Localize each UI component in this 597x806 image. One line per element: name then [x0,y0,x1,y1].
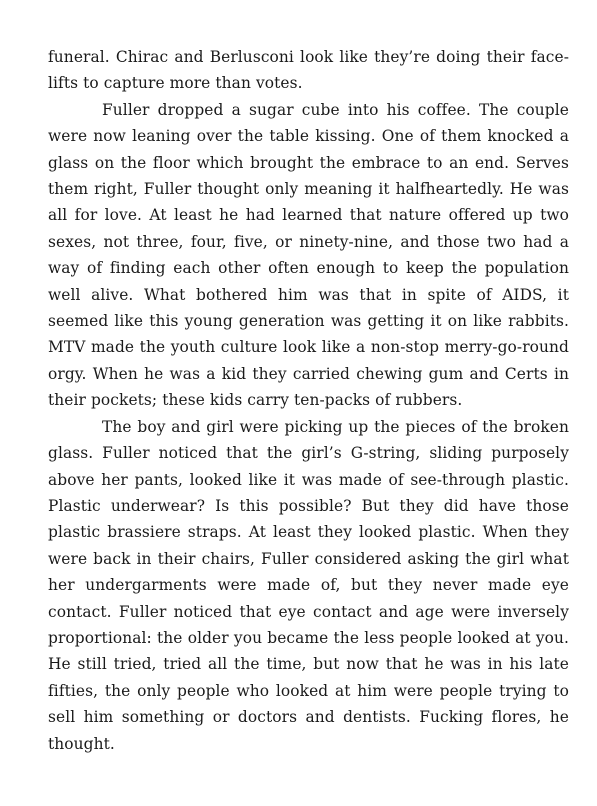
paragraph-broken-glass: The boy and girl were picking up the pieces of the broken glass. Fuller noticed that the girl’s G-string, sliding purposely above her pants, looked like it was made of see-through plastic. Plastic underwear? Is this possible? But they did have those plastic brassiere straps. At least they looked plastic. When they were back in their chairs, Fuller considered asking the girl what her undergarments were made of, but they never made eye contact. Fuller noticed that eye contact and age were inversely proportional: the older you became the less people looked at you. He still tried, tried all the time, but now that he was in his late fifties, the only people who looked at him were people trying to sell him something or doctors and dentists. Fucking flores, he thought. [48,417,569,753]
book-page-text [48,44,569,757]
paragraph-continuation: funeral. Chirac and Berlusconi look like they’re doing their face-lifts to capture more than votes. [48,48,569,93]
paragraph-coffee-couple: Fuller dropped a sugar cube into his coffee. The couple were now leaning over the table kissing. One of them knocked a glass on the floor which brought the embrace to an end. Serves them right, Fuller thought only meaning it halfheartedly. He was all for love. At least he had learned that nature offered up two sexes, not three, four, five, or ninety-nine, and those two had a way of finding each other often enough to keep the population well alive. What bothered him was that in spite of AIDS, it seemed like this young generation was getting it on like rabbits. MTV made the youth culture look like a non-stop merry-go-round orgy. When he was a kid they carried chewing gum and Certs in their pockets; these kids carry ten-packs of rubbers. [48,100,569,410]
